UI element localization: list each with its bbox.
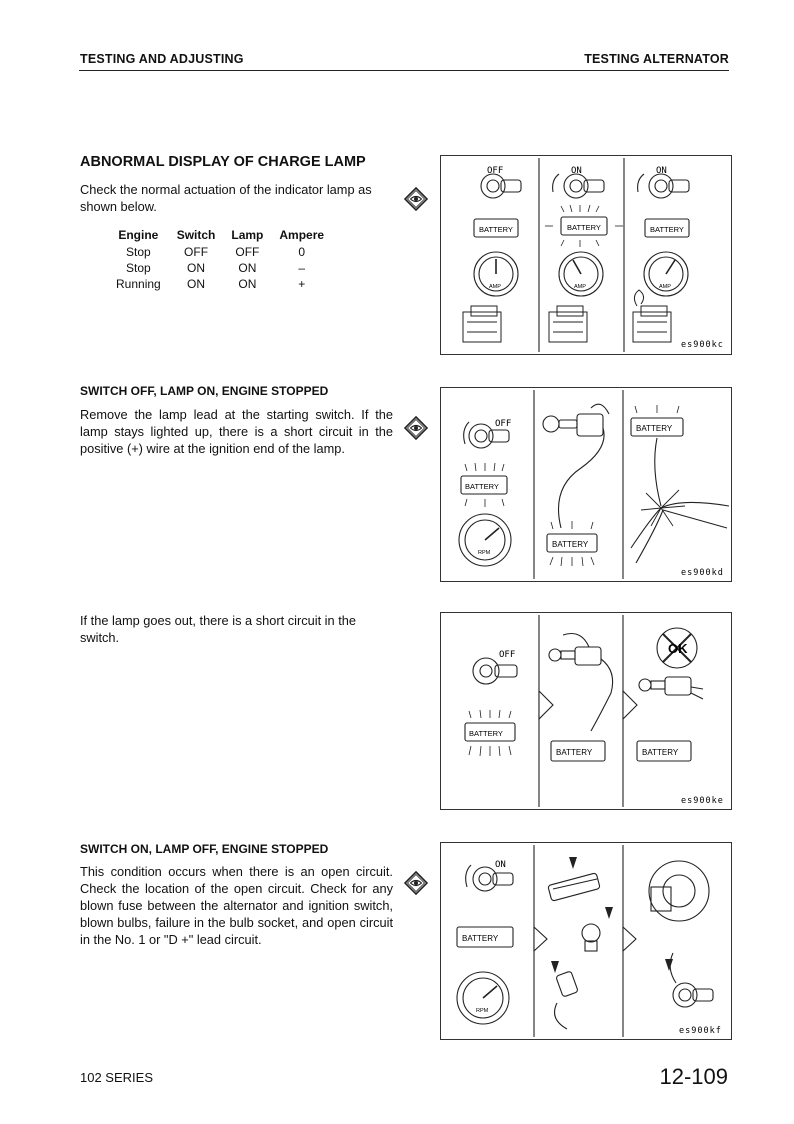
lamp-label: BATTERY [465,482,499,491]
key-label-on-running: ON [656,166,667,176]
table-header-cell: Lamp [231,228,264,242]
table-cell: Stop [126,245,151,259]
lamp-actuation-table [108,228,332,292]
figure-caption: es900kc [681,340,724,350]
header-right: TESTING ALTERNATOR [584,52,729,66]
table-cell: OFF [235,245,260,259]
ignition-key-icon [481,174,689,198]
eye-inspection-icon [404,871,428,895]
lamp-label: BATTERY [469,729,503,738]
figure-open-circuit [440,842,732,1040]
table-cell: Stop [126,261,151,275]
eye-inspection-icon [404,187,428,211]
table-cell: ON [187,261,206,275]
page-number: 12-109 [659,1064,728,1089]
lamp-label: BATTERY [642,748,679,757]
table-cell: 0 [298,245,306,259]
lamp-label: BATTERY [636,424,673,433]
table-header-cell: Switch [176,228,216,242]
figure-caption: es900kd [681,568,724,578]
table-cell: ON [187,277,206,291]
table-header-cell: Engine [118,228,159,242]
figure-caption: es900kf [679,1026,722,1036]
table-header-cell: Ampere [279,228,325,242]
table-row [108,276,332,292]
key-label-off: OFF [499,650,516,660]
header-left: TESTING AND ADJUSTING [80,52,244,66]
key-label-on: ON [571,166,582,176]
eye-inspection-icon [404,416,428,440]
lamp-label: BATTERY [556,748,593,757]
table-row [108,244,332,260]
table-header-row [108,228,332,244]
lamp-label: BATTERY [650,225,684,234]
lamp-label: BATTERY [462,934,499,943]
footer-series: 102 SERIES [80,1070,153,1085]
key-label-off: OFF [487,166,504,176]
section4-text: This condition occurs when there is an open circuit. Check the location of the open circuit. Check for any blown fuse between the alternator and ignition switch, blown bulbs, failure in the bulb socket, and open circuit in the No. 1 or "D +" lead circuit. [80,864,393,947]
gauge-label: AMP [574,284,586,290]
gauge-label: RPM [478,550,491,556]
section1-text: Check the normal actuation of the indicator lamp as shown below. [80,182,372,214]
table-cell: ON [238,261,257,275]
lamp-label: BATTERY [552,540,589,549]
table-row [108,260,332,276]
section3-text: If the lamp goes out, there is a short circuit in the switch. [80,613,356,645]
section4-title: SWITCH ON, LAMP OFF, ENGINE STOPPED [80,842,329,856]
table-cell: Running [116,277,161,291]
gauge-label: AMP [489,284,501,290]
lamp-label: BATTERY [479,225,513,234]
key-label-off: OFF [495,419,512,429]
gauge-label: RPM [476,1008,489,1014]
header-rule [79,70,729,71]
figure-short-circuit-wire [440,387,732,582]
figure-caption: es900ke [681,796,724,806]
section2-title: SWITCH OFF, LAMP ON, ENGINE STOPPED [80,384,329,398]
table-cell: + [298,277,306,291]
table-cell: ON [238,277,257,291]
key-label-on: ON [495,860,506,870]
ok-label: OK [668,641,688,656]
table-cell: OFF [184,245,209,259]
lamp-label: BATTERY [567,223,601,232]
figure-charge-lamp-states [440,155,732,355]
section2-text: Remove the lamp lead at the starting switch. If the lamp stays lighted up, there is a short circuit in the positive (+) wire at the ignition end of the lamp. [80,407,393,456]
figure-short-circuit-switch [440,612,732,810]
gauge-label: AMP [659,284,671,290]
table-cell: – [298,261,306,275]
section1-title: ABNORMAL DISPLAY OF CHARGE LAMP [80,154,366,170]
engine-icon [463,290,671,342]
